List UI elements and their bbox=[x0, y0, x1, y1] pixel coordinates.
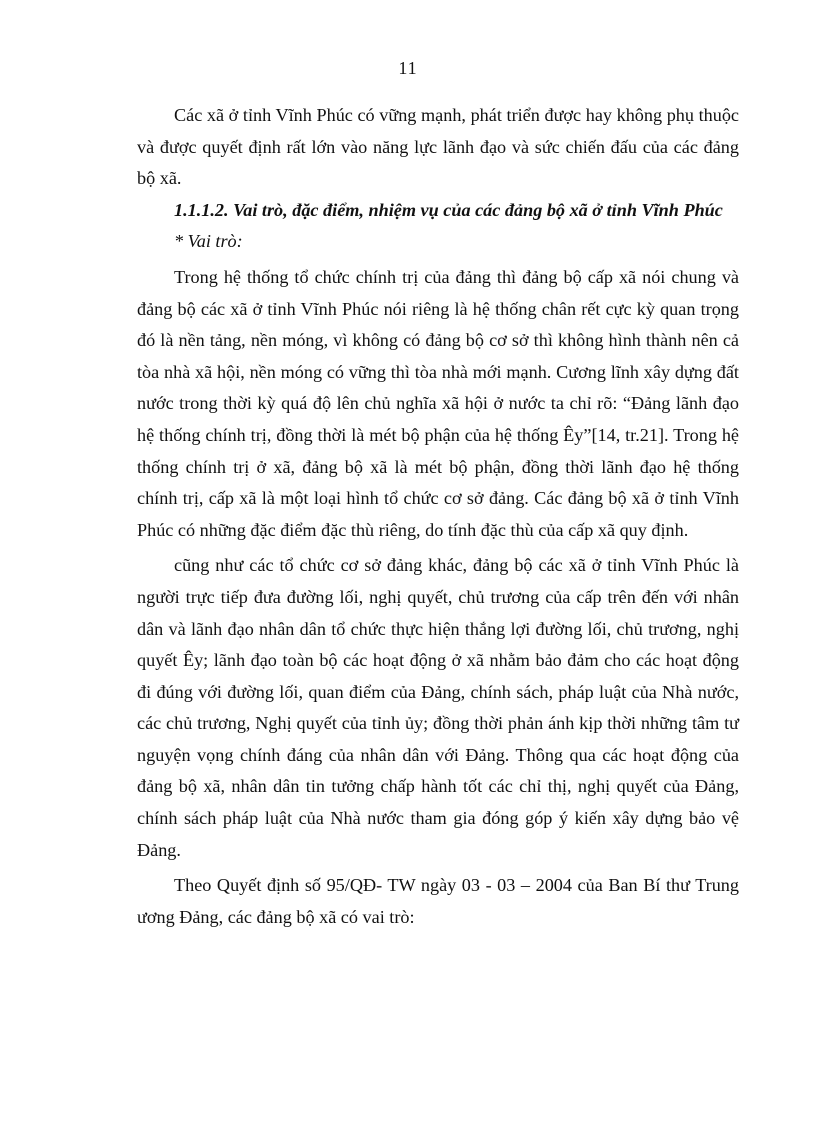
subheading-role: * Vai trò: bbox=[174, 231, 243, 252]
page-number: 11 bbox=[398, 58, 418, 78]
paragraph-intro: Các xã ở tỉnh Vĩnh Phúc có vững mạnh, phát triển được hay không phụ thuộc và được quyết định rất lớn vào năng lực lãnh đạo và sức chiến đấu của các đảng bộ xã. bbox=[137, 105, 739, 189]
paragraph-decision: Theo Quyết định số 95/QĐ- TW ngày 03 - 03 – 2004 của Ban Bí thư Trung ương Đảng, các đảng bộ xã có vai trò: bbox=[137, 875, 739, 927]
section-heading: 1.1.1.2. Vai trò, đặc điểm, nhiệm vụ của các đảng bộ xã ở tỉnh Vĩnh Phúc bbox=[174, 199, 723, 220]
paragraph-role-leadership: cũng như các tổ chức cơ sở đảng khác, đảng bộ các xã ở tỉnh Vĩnh Phúc là người trực tiếp đưa đường lối, nghị quyết, chủ trương của cấp trên đến với nhân dân và lãnh đạo nhân dân tổ chức thực hiện thắng lợi đường lối, chủ trương, nghị quyết Êy; lãnh đạo toàn bộ các hoạt động ở xã nhằm bảo đảm cho các hoạt động đi đúng với đường lối, quan điểm của Đảng, chính sách, pháp luật của Nhà nước, các chủ trương, Nghị quyết của tỉnh ủy; đồng thời phản ánh kịp thời những tâm tư nguyện vọng chính đáng của nhân dân với Đảng. Thông qua các hoạt động của đảng bộ xã, nhân dân tin tưởng chấp hành tốt các chỉ thị, nghị quyết của Đảng, chính sách pháp luật của Nhà nước tham gia đóng góp ý kiến xây dựng bảo vệ Đảng. bbox=[137, 555, 739, 860]
paragraph-role-system: Trong hệ thống tổ chức chính trị của đảng thì đảng bộ cấp xã nói chung và đảng bộ các xã ở tỉnh Vĩnh Phúc nói riêng là hệ thống chân rết cực kỳ quan trọng đó là nền tảng, nền móng, vì không có đảng bộ cơ sở thì không hình thành nên cả tòa nhà xã hội, nền móng có vững thì tòa nhà mới mạnh. Cương lĩnh xây dựng đất nước trong thời kỳ quá độ lên chủ nghĩa xã hội ở nước ta chỉ rõ: “Đảng lãnh đạo hệ thống chính trị, đồng thời là mét bộ phận của hệ thống Êy”[14, tr.21]. Trong hệ thống chính trị ở xã, đảng bộ xã là mét bộ phận, đồng thời lãnh đạo hệ thống chính trị, cấp xã là một loại hình tổ chức cơ sở đảng. Các đảng bộ xã ở tỉnh Vĩnh Phúc có những đặc điểm đặc thù riêng, do tính đặc thù của cấp xã quy định. bbox=[137, 266, 739, 540]
document-body bbox=[137, 100, 739, 933]
